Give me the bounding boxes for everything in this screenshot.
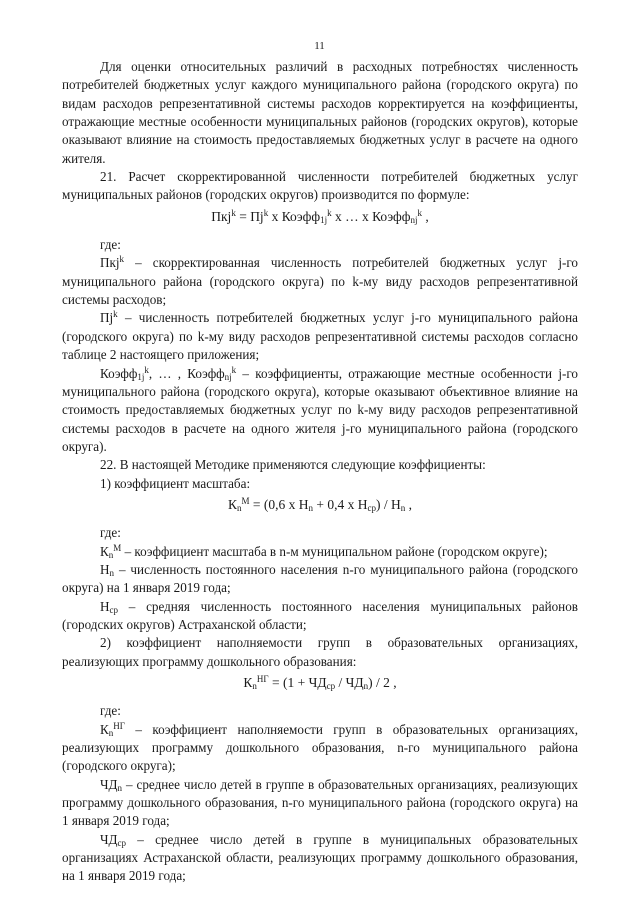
where-label-3: где: <box>100 703 121 719</box>
definition-chdn: $ЧД_n$ – среднее число детей в группе в образовательных организациях, реализующих программу дошкольного образования, n-го муниципального района (городского округа) на 1 января 2019 года; <box>62 776 578 829</box>
definition-coefficients: Коэфф$_{1j}^k$, … , Коэфф$_{nj}^k$ – коэффициенты, отражающие местные особенности j-го муниципального района (городского округа), которые оказывают объективное влияние на стоимость предоставляемых бюджетных услуг по k-му виду расходов репрезентативной системы расходов в расчете на одного жителя j-го муниципального района (городского округа). <box>62 364 578 454</box>
document-body <box>62 58 578 886</box>
item-scale-coefficient: 1) коэффициент масштаба: <box>100 475 251 491</box>
formula-scale-coefficient: $К_n^М = (0,6$ x $Н_n + 0,4$ x $Н_{ср}) / Н_n$ , <box>227 495 412 513</box>
page-number: 11 <box>314 40 325 52</box>
definition-hn: $Н_n$ – численность постоянного населения n-го муниципального района (городского округа) на 1 января 2019 года; <box>62 561 578 596</box>
item-group-fill-coefficient: 2) коэффициент наполняемости групп в образовательных организациях, реализующих программу дошкольного образования: <box>62 635 578 669</box>
definition-km: $К_n^М$ – коэффициент масштаба в n-м муниципальном районе (городском округе); <box>100 542 548 560</box>
definition-hcp: $Н_{ср}$ – средняя численность постоянного населения муниципальных районов (городских округов) Астраханской области; <box>62 598 578 632</box>
definition-pk: Пкj$^k$ – скорректированная численность потребителей бюджетных услуг j-го муниципального района (городского округа) по k-му виду расходов репрезентативной системы расходов; <box>62 254 578 308</box>
paragraph-22: 22. В настоящей Методике применяются следующие коэффициенты: <box>100 457 486 473</box>
formula-adjusted-consumers: $Пкj^k = Пj^k$ x Коэфф$_{1j}^k$ x … x Коэфф$_{nj}^k$ , <box>211 207 429 225</box>
definition-kng: $К_n^{НГ}$ – коэффициент наполняемости групп в образовательных организациях, реализующих программу дошкольного образования, n-го муниципального района (городского округа); <box>62 720 578 774</box>
definition-chdcp: $ЧД_{ср}$ – среднее число детей в группе в муниципальных образовательных организациях Астраханской области, реализующих программу дошкольного образования, на 1 января 2019 года; <box>62 831 578 884</box>
paragraph-21: 21. Расчет скорректированной численности потребителей бюджетных услуг муниципальных районов (городских округов) производится по формуле: <box>62 169 578 203</box>
formula-group-fill-coefficient: $К_n^{НГ} = (1 + ЧД_{ср} / ЧД_n) / 2$ , <box>243 674 397 691</box>
paragraph-intro: Для оценки относительных различий в расходных потребностях численность потребителей бюджетных услуг каждого муниципального района (городского округа) по видам расходов репрезентативной системы расходов корректируется на коэффициенты, отражающие местные особенности муниципальных районов (городских округов), которые оказывают влияние на стоимость предоставляемых бюджетных услуг в расчете на одного жителя. <box>62 59 578 166</box>
definition-p: $Пj^k$ – численность потребителей бюджетных услуг j-го муниципального района (городского округа) по k-му виду расходов репрезентативной системы расходов согласно таблице 2 настоящего приложения; <box>62 309 578 363</box>
where-label-2: где: <box>100 525 121 541</box>
where-label-1: где: <box>100 237 121 253</box>
